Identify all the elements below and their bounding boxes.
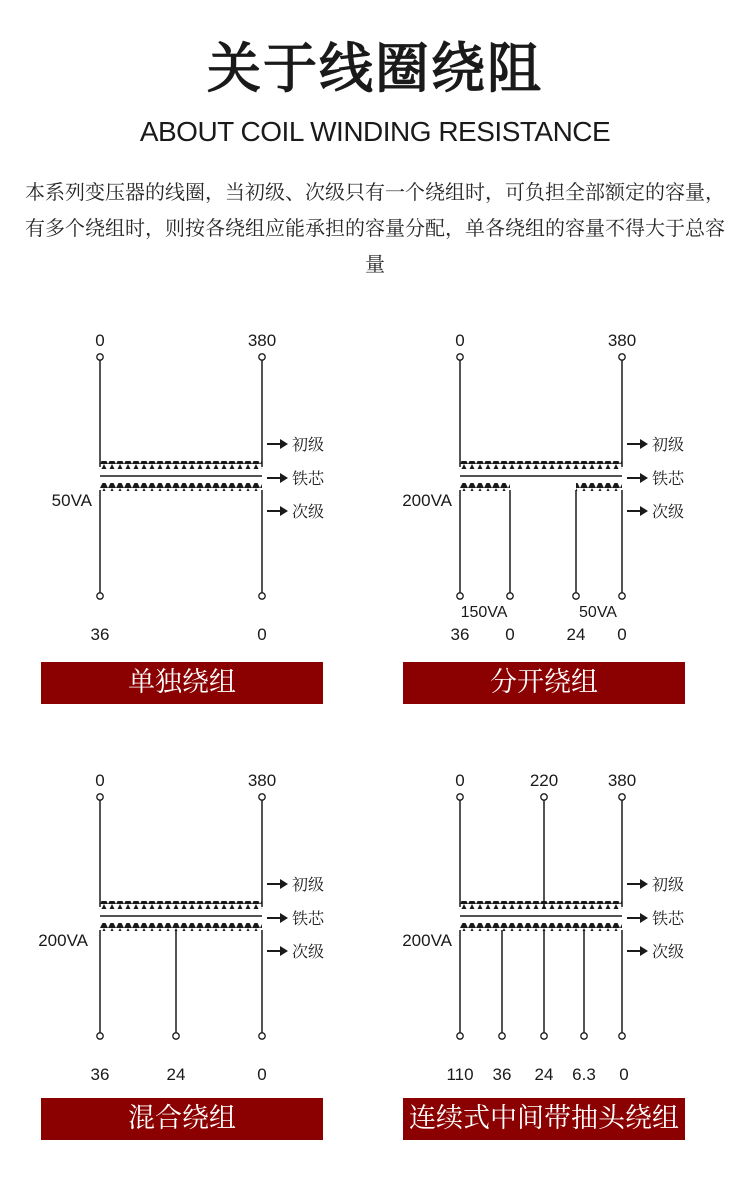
top-label-380: 380 [607, 771, 637, 790]
page-subtitle: ABOUT COIL WINDING RESISTANCE [139, 116, 611, 147]
tap-capacity-50va: 50VA [579, 604, 617, 621]
tap-capacity-150va: 150VA [460, 604, 508, 621]
capacity-label: 200VA [38, 931, 88, 950]
single-winding-schematic [20, 320, 380, 720]
terminal [97, 593, 103, 599]
bottom-label-110: 110 [446, 1065, 474, 1084]
terminal [499, 1033, 505, 1039]
terminal [173, 1033, 179, 1039]
arrow-icon [627, 913, 648, 923]
terminal [541, 794, 547, 800]
terminal [541, 1033, 547, 1039]
terminal [457, 1033, 463, 1039]
terminal [619, 354, 625, 360]
terminal [619, 1033, 625, 1039]
label-core: 铁芯 [652, 909, 685, 928]
banner-single-winding: 单独绕组 [41, 662, 323, 704]
terminal [457, 593, 463, 599]
top-label-380: 380 [247, 771, 277, 790]
primary-coil [100, 901, 262, 909]
terminal [259, 794, 265, 800]
arrow-icon [267, 473, 288, 483]
arrow-icon [267, 913, 288, 923]
arrow-icon [627, 506, 648, 516]
label-secondary: 次级 [652, 942, 685, 961]
arrow-icon [627, 439, 648, 449]
bottom-label-36: 36 [450, 625, 470, 644]
banner-tapped-winding: 连续式中间带抽头绕组 [403, 1098, 685, 1140]
banner-mixed-winding: 混合绕组 [41, 1098, 323, 1140]
top-label-0: 0 [455, 771, 465, 790]
arrow-icon [627, 879, 648, 889]
label-secondary: 次级 [652, 502, 685, 521]
top-label-220: 220 [529, 771, 559, 790]
capacity-label: 50VA [51, 491, 92, 510]
bottom-label-0: 0 [257, 625, 267, 644]
terminal [259, 354, 265, 360]
banner-separate-winding: 分开绕组 [403, 662, 685, 704]
bottom-label-36: 36 [90, 625, 110, 644]
bottom-label-6-3: 6.3 [572, 1065, 596, 1084]
terminal [97, 794, 103, 800]
top-label-0: 0 [95, 331, 105, 350]
diagram-separate-winding [380, 320, 740, 720]
primary-coil [460, 461, 622, 469]
capacity-label: 200VA [402, 491, 452, 510]
bottom-label-0b: 0 [617, 625, 627, 644]
label-core: 铁芯 [652, 469, 685, 488]
page-title: 关于线圈绕阻 [207, 37, 543, 100]
arrow-icon [267, 879, 288, 889]
arrow-icon [627, 473, 648, 483]
secondary-coil-right [576, 483, 622, 491]
label-secondary: 次级 [292, 942, 325, 961]
terminal [457, 794, 463, 800]
diagram-single-winding [20, 320, 380, 720]
top-label-0: 0 [95, 771, 105, 790]
terminal [507, 593, 513, 599]
label-core: 铁芯 [292, 909, 325, 928]
bottom-label-36: 36 [492, 1065, 512, 1084]
bottom-label-24: 24 [566, 625, 586, 644]
terminal [573, 593, 579, 599]
label-primary: 初级 [652, 875, 685, 894]
arrow-icon [627, 946, 648, 956]
bottom-label-24: 24 [534, 1065, 554, 1084]
primary-coil [460, 901, 622, 909]
secondary-coil-left [460, 483, 510, 491]
terminal [581, 1033, 587, 1039]
secondary-coil [460, 923, 622, 931]
separate-winding-schematic [380, 320, 740, 720]
arrow-icon [267, 946, 288, 956]
terminal [457, 354, 463, 360]
arrow-icon [267, 439, 288, 449]
label-core: 铁芯 [292, 469, 325, 488]
top-label-380: 380 [607, 331, 637, 350]
terminal [259, 1033, 265, 1039]
label-primary: 初级 [652, 435, 685, 454]
top-label-0: 0 [455, 331, 465, 350]
label-primary: 初级 [292, 875, 325, 894]
secondary-coil [100, 923, 262, 931]
primary-coil [100, 461, 262, 469]
bottom-label-0: 0 [505, 625, 515, 644]
secondary-coil [100, 483, 262, 491]
terminal [259, 593, 265, 599]
terminal [619, 593, 625, 599]
terminal [97, 1033, 103, 1039]
terminal [619, 794, 625, 800]
bottom-label-24: 24 [166, 1065, 186, 1084]
bottom-label-0: 0 [257, 1065, 267, 1084]
arrow-icon [267, 506, 288, 516]
capacity-label: 200VA [402, 931, 452, 950]
bottom-label-36: 36 [90, 1065, 110, 1084]
intro-paragraph: 本系列变压器的线圈，当初级、次级只有一个绕组时，可负担全部额定的容量，有多个绕组时，则按各绕组应能承担的容量分配，单各绕组的容量不得大于总容量 [25, 180, 725, 276]
terminal [97, 354, 103, 360]
label-secondary: 次级 [292, 502, 325, 521]
bottom-label-0: 0 [619, 1065, 629, 1084]
top-label-380: 380 [247, 331, 277, 350]
label-primary: 初级 [292, 435, 325, 454]
